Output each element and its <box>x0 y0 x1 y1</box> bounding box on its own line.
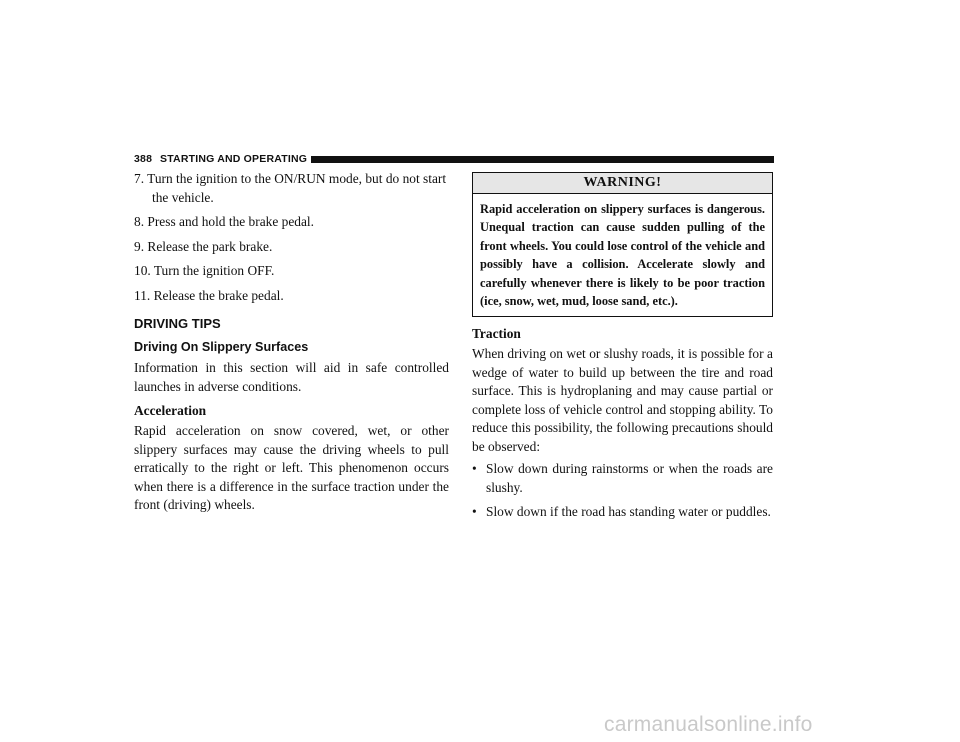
section-title: STARTING AND OPERATING <box>160 153 308 165</box>
list-item <box>472 460 773 497</box>
page-number: 388 <box>134 153 153 165</box>
warning-title: WARNING! <box>473 173 772 194</box>
heading-traction: Traction <box>472 326 521 342</box>
acceleration-paragraph: Rapid acceleration on snow covered, wet, or other slippery surfaces may cause the driving wheels to pull erratically to the right or left. This phenomenon occurs when there is a difference in the surface traction under the front (driving) wheels. <box>134 423 449 512</box>
warning-box <box>472 172 773 317</box>
step-8: 8. Press and hold the brake pedal. <box>134 214 314 229</box>
list-item-text: Slow down during rainstorms or when the roads are slushy. <box>486 461 773 495</box>
traction-paragraph: When driving on wet or slushy roads, it is possible for a wedge of water to build up between the tire and road surface. This is hydroplaning and may cause partial or complete loss of vehicle control and stopping ability. To reduce this possibility, the following precautions should be observed: <box>472 346 773 454</box>
step-7 <box>134 170 449 207</box>
warning-text: Rapid acceleration on slippery surfaces is dangerous. Unequal traction can cause sudden pulling of the front wheels. You could lose control of the vehicle and possibly have a collision. Accelerate slowly and carefully whenever there is likely to be poor traction (ice, snow, wet, mud, loose sand, etc.). <box>480 202 765 309</box>
bullet-icon: • <box>472 504 477 520</box>
heading-driving-tips: DRIVING TIPS <box>134 316 221 331</box>
precautions-list <box>472 460 773 522</box>
list-item-text: Slow down if the road has standing water or puddles. <box>486 504 771 520</box>
page-header <box>134 152 774 166</box>
site-watermark: carmanualsonline.info <box>604 713 813 736</box>
step-7-text: 7. Turn the ignition to the ON/RUN mode, but do not start the vehicle. <box>134 171 447 205</box>
step-10: 10. Turn the ignition OFF. <box>134 263 275 278</box>
heading-slippery-surfaces: Driving On Slippery Surfaces <box>134 340 309 354</box>
intro-paragraph: Information in this section will aid in safe controlled launches in adverse conditions. <box>134 360 449 394</box>
heading-acceleration: Acceleration <box>134 403 207 418</box>
left-column <box>134 170 449 515</box>
step-9: 9. Release the park brake. <box>134 238 273 254</box>
header-rule <box>311 156 774 163</box>
right-column <box>472 172 773 528</box>
bullet-icon: • <box>472 461 477 477</box>
list-item <box>472 503 773 522</box>
step-11: 11. Release the brake pedal. <box>134 287 284 303</box>
